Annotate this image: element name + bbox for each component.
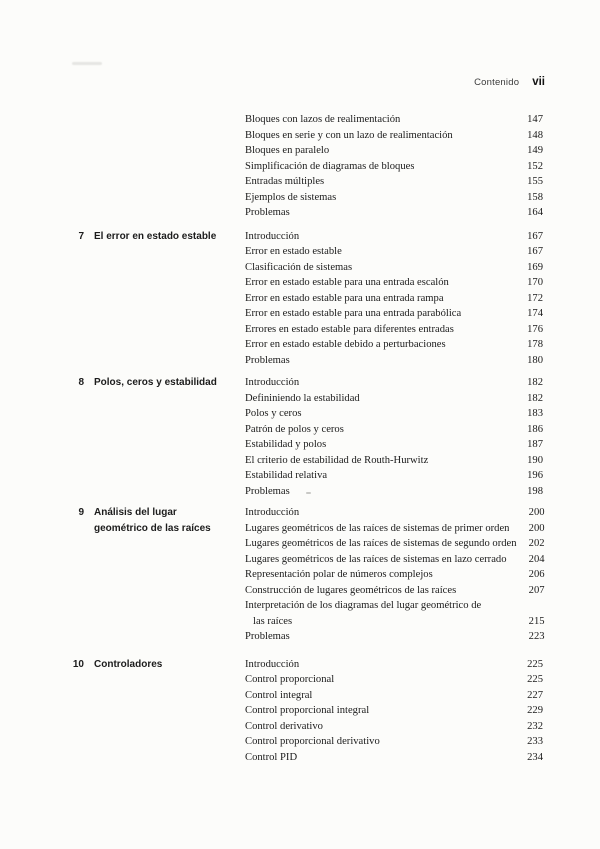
toc-entry-title: Problemas [245, 354, 290, 366]
toc-entry-page-number: 225 [527, 674, 543, 685]
toc-entry-title: Representación polar de números complejos [245, 569, 433, 580]
toc-entry-title: Lugares geométricos de las raíces de sistemas en lazo cerrado [245, 553, 507, 565]
chapter-number: 10 [72, 658, 84, 670]
toc-entry-title: Control proporcional [245, 674, 335, 685]
chapter-label [0, 375, 245, 391]
toc-entry-page-number: 164 [527, 207, 543, 218]
toc-entry-title: Defininiendo la estabilidad [245, 392, 360, 404]
toc-entry-page-number: 170 [527, 277, 543, 288]
chapter-number: 9 [78, 507, 84, 518]
toc-entry [245, 190, 543, 206]
chapter-title [94, 375, 245, 391]
toc-entry [245, 306, 543, 322]
chapter-title-line: Análisis del lugar [94, 507, 177, 518]
toc-entry-page-number: 229 [527, 705, 543, 716]
toc-entry [245, 688, 543, 704]
chapter-label [0, 505, 245, 536]
toc-entry [245, 260, 543, 276]
toc-entry-title: Error en estado estable para una entrada parabólica [245, 308, 462, 319]
toc-entry [245, 453, 543, 469]
scan-smudge-artifact [72, 62, 102, 65]
toc-entry [245, 703, 543, 719]
toc-entry [245, 174, 543, 190]
toc-entry-title: Entradas múltiples [245, 176, 325, 187]
toc-entry-page-number: 207 [528, 584, 545, 596]
toc-entry [245, 536, 545, 552]
toc-entry-title: Control derivativo [245, 720, 323, 732]
toc-entry-page-number: 167 [527, 230, 543, 242]
chapter-block-10 [0, 657, 600, 766]
toc-entry-page-number: 187 [527, 439, 543, 450]
toc-entry-page-number: 234 [527, 751, 543, 763]
toc-entry-page-number: 227 [527, 689, 543, 701]
toc-entry-page-number: 152 [527, 160, 543, 172]
toc-entry-title: Introducción [245, 507, 300, 518]
toc-entry-title: Error en estado estable debido a perturbaciones [245, 339, 446, 350]
toc-entry-page-number: 196 [527, 470, 543, 481]
running-head-label: Contenido [474, 77, 520, 88]
section-entry-list [245, 229, 600, 369]
toc-entry [245, 322, 543, 338]
toc-entry-page-number: 174 [527, 308, 543, 319]
toc-entry-page-number: 233 [527, 736, 543, 747]
chapter-label [0, 657, 245, 673]
toc-entry-page-number: 186 [527, 423, 543, 435]
toc-entry-page-number: 147 [527, 114, 543, 125]
toc-entry-title: Polos y ceros [245, 408, 302, 419]
section-entry-list [245, 657, 600, 766]
toc-entry-page-number: 206 [528, 569, 545, 580]
toc-entry-page-number: 158 [527, 191, 543, 203]
toc-entry-title: Control integral [245, 689, 313, 701]
toc-entry-title: Bloques en serie y con un lazo de realimentación [245, 129, 453, 141]
toc-entry-page-number: 204 [528, 553, 545, 565]
toc-entry-page-number: 167 [527, 246, 543, 257]
toc-entry-title: Bloques con lazos de realimentación [245, 114, 401, 125]
toc-entry [245, 244, 543, 260]
toc-entry-page-number: 215 [528, 615, 545, 627]
toc-entry-title: Problemas [245, 207, 290, 218]
section-entry-list [245, 375, 600, 499]
toc-entry-page-number: 182 [527, 392, 543, 404]
toc-entry-page-number: 183 [527, 408, 543, 419]
chapter-number: 7 [78, 230, 84, 242]
toc-entry-page-number: 182 [527, 377, 543, 388]
toc-entry-title: Ejemplos de sistemas [245, 191, 337, 203]
toc-entry-title: Simplificación de diagramas de bloques [245, 160, 415, 172]
toc-entry-title: Estabilidad relativa [245, 470, 328, 481]
toc-entry [245, 391, 543, 407]
toc-entry-title: Patrón de polos y ceros [245, 423, 344, 435]
toc-entry-page-number: 200 [528, 522, 545, 534]
toc-entry-title: Error en estado estable para una entrada escalón [245, 277, 449, 288]
toc-entry-title: Control proporcional integral [245, 705, 370, 716]
toc-entry-page-number: 148 [527, 129, 543, 141]
toc-entry-title: Error en estado estable [245, 246, 342, 257]
toc-entry-title: Lugares geométricos de las raíces de sistemas de segundo orden [245, 538, 517, 549]
toc-entry-title: Control proporcional derivativo [245, 736, 380, 747]
toc-entry [245, 505, 545, 521]
toc-entry-title: Estabilidad y polos [245, 439, 327, 450]
toc-entry-title: Error en estado estable para una entrada rampa [245, 292, 444, 304]
chapter-label [0, 229, 245, 245]
toc-entry [245, 159, 543, 175]
toc-entry [245, 406, 543, 422]
toc-entry [245, 112, 543, 128]
section-entry-list [245, 505, 600, 645]
toc-entry [245, 143, 543, 159]
chapter-title [94, 229, 245, 245]
toc-entry [245, 337, 543, 353]
toc-entry [245, 598, 545, 614]
toc-entry-title: Interpretación de los diagramas del lugar geométrico de [245, 600, 482, 611]
toc-entry [245, 629, 545, 645]
toc-entry-page-number: 149 [527, 145, 543, 156]
toc-entry-page-number: 172 [527, 292, 543, 304]
toc-entry [245, 468, 543, 484]
toc-entry-page-number: 198 [527, 485, 543, 497]
toc-entry [245, 205, 543, 221]
toc-entry-title: El criterio de estabilidad de Routh-Hurwitz [245, 454, 429, 466]
toc-entry-page-number: 232 [527, 720, 543, 732]
toc-entry-page-number: 223 [528, 631, 545, 642]
toc-entry [245, 567, 545, 583]
toc-entry-title: Introducción [245, 377, 300, 388]
toc-entry-page-number: 180 [527, 354, 543, 366]
toc-entry [245, 521, 545, 537]
toc-entry [245, 672, 543, 688]
toc-entry [245, 437, 543, 453]
chapter-block-7 [0, 229, 600, 369]
toc-entry-title: Clasificación de sistemas [245, 261, 353, 273]
toc-entry [245, 552, 545, 568]
toc-entry-title: Control PID [245, 751, 298, 763]
toc-entry-page-number: 202 [528, 538, 545, 549]
toc-entry [245, 750, 543, 766]
toc-entry-page-number: 200 [528, 507, 545, 518]
toc-entry [245, 484, 543, 500]
toc-entry [245, 719, 543, 735]
chapter-block-9 [0, 505, 600, 645]
chapter-title-line: Controladores [94, 658, 163, 670]
toc-entry-title: Bloques en paralelo [245, 145, 330, 156]
toc-entry-title: las raíces [253, 615, 293, 627]
toc-entry-title: Errores en estado estable para diferentes entradas [245, 323, 454, 335]
chapter-title-line: Polos, ceros y estabilidad [94, 377, 217, 388]
toc-entry [245, 614, 545, 630]
toc-entry-title: Problemas [245, 485, 290, 497]
toc-entry [245, 291, 543, 307]
toc-entry [245, 422, 543, 438]
toc-entry [245, 734, 543, 750]
toc-entry-title: Lugares geométricos de las raíces de sistemas de primer orden [245, 522, 510, 534]
table-of-contents [0, 112, 600, 765]
chapter-title-line: El error en estado estable [94, 230, 217, 242]
toc-entry [245, 657, 543, 673]
toc-entry [245, 353, 543, 369]
section-entry-list [245, 112, 600, 221]
toc-entry-title: Introducción [245, 230, 300, 242]
toc-entry-page-number: 178 [527, 339, 543, 350]
toc-entry-title: Problemas [245, 631, 290, 642]
toc-entry [245, 583, 545, 599]
page-header [474, 76, 545, 88]
toc-entry-title: Construcción de lugares geométricos de las raíces [245, 584, 457, 596]
chapter-block-8 [0, 375, 600, 499]
toc-entry [245, 229, 543, 245]
toc-entry [245, 128, 543, 144]
chapter-title [94, 657, 245, 673]
toc-entry [245, 275, 543, 291]
folio-page-number: vii [532, 76, 545, 88]
chapter-block-continued [0, 112, 600, 221]
chapter-title-line: geométrico de las raíces [94, 522, 211, 534]
toc-entry-page-number: 190 [527, 454, 543, 466]
toc-entry-title: Introducción [245, 658, 300, 670]
toc-entry-page-number: 225 [527, 658, 543, 670]
toc-entry [245, 375, 543, 391]
chapter-title [94, 505, 245, 536]
toc-entry-page-number: 169 [527, 261, 543, 273]
chapter-number: 8 [78, 377, 84, 388]
toc-entry-page-number: 155 [527, 176, 543, 187]
toc-entry-page-number: 176 [527, 323, 543, 335]
